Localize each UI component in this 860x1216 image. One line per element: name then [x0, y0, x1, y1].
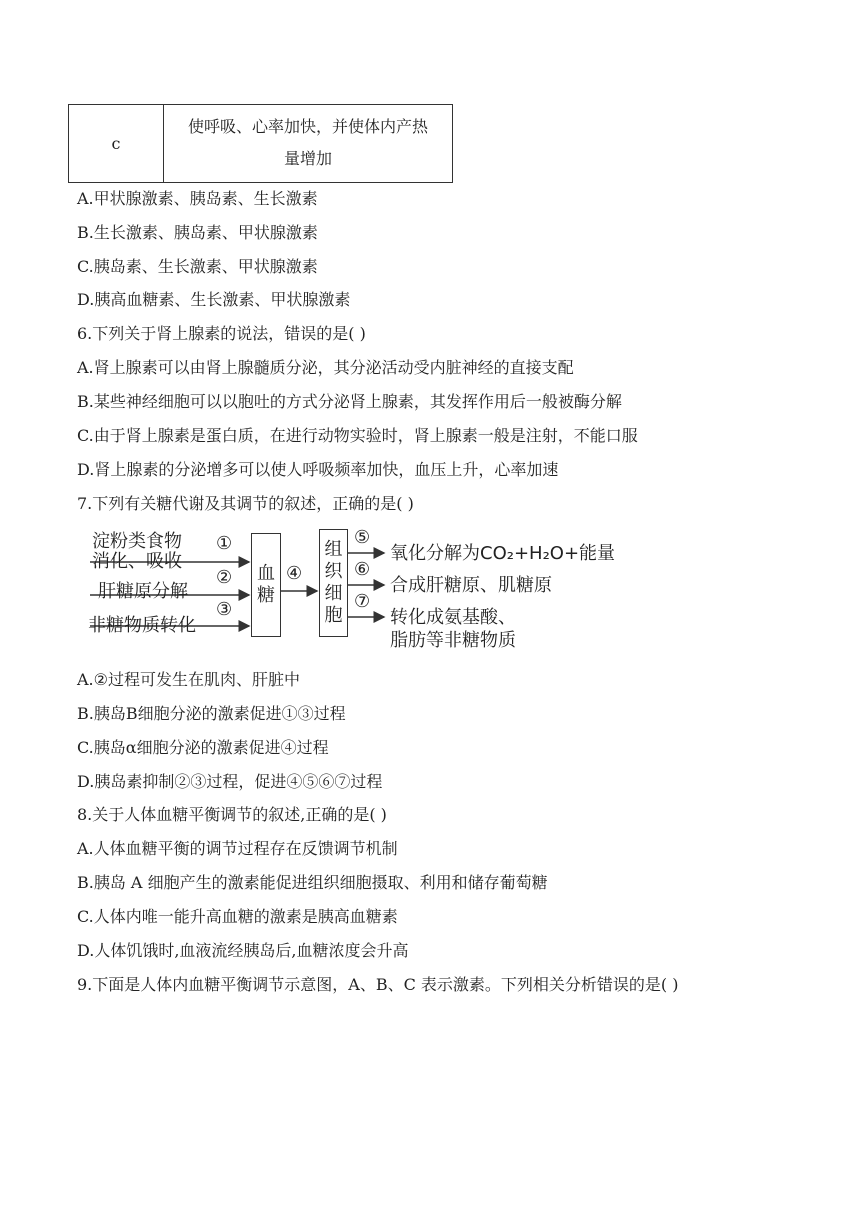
tissue-cell-char-2: 织 — [324, 561, 343, 582]
q7-option-d: D.胰岛素抑制②③过程，促进④⑤⑥⑦过程 — [77, 772, 383, 791]
table-cell-label: c — [69, 105, 164, 182]
source-1-line2: 消化、吸收 — [92, 551, 182, 572]
glucose-metabolism-diagram — [88, 525, 618, 653]
process-3-label: ③ — [216, 599, 233, 620]
table-cell-description — [164, 111, 452, 175]
process-5-label: ⑤ — [354, 527, 371, 548]
q6-option-a: A.肾上腺素可以由肾上腺髓质分泌，其分泌活动受内脏神经的直接支配 — [77, 358, 574, 377]
q6-option-d: D.肾上腺素的分泌增多可以使人呼吸频率加快，血压上升，心率加速 — [77, 460, 559, 479]
output-6: 合成肝糖原、肌糖原 — [390, 575, 552, 596]
output-7-line1: 转化成氨基酸、 — [390, 607, 516, 628]
q6-option-b: B.某些神经细胞可以以胞吐的方式分泌肾上腺素，其发挥作用后一般被酶分解 — [77, 392, 622, 411]
blood-sugar-char-2: 糖 — [257, 585, 275, 606]
table-cell-text-line2: 量增加 — [283, 149, 332, 168]
q8-option-a: A.人体血糖平衡的调节过程存在反馈调节机制 — [77, 839, 398, 858]
q8-option-d: D.人体饥饿时,血液流经胰岛后,血糖浓度会升高 — [77, 941, 409, 960]
q5-option-a: A.甲状腺激素、胰岛素、生长激素 — [77, 189, 318, 208]
q7-option-c: C.胰岛α细胞分泌的激素促进④过程 — [77, 738, 329, 757]
process-7-label: ⑦ — [354, 591, 371, 612]
q8-option-b: B.胰岛 A 细胞产生的激素能促进组织细胞摄取、利用和储存葡萄糖 — [77, 873, 548, 892]
q9-stem: 9.下面是人体内血糖平衡调节示意图，A、B、C 表示激素。下列相关分析错误的是( ) — [77, 975, 679, 994]
tissue-cell-char-3: 细 — [324, 583, 343, 604]
tissue-cell-char-1: 组 — [324, 539, 343, 560]
q5-option-c: C.胰岛素、生长激素、甲状腺激素 — [77, 257, 318, 276]
table-cell-text-line1: 使呼吸、心率加快，并使体内产热 — [187, 117, 428, 136]
q7-option-b: B.胰岛B细胞分泌的激素促进①③过程 — [77, 704, 346, 723]
hormone-table-fragment — [68, 104, 453, 183]
process-4-label: ④ — [286, 563, 303, 584]
q7-stem: 7.下列有关糖代谢及其调节的叙述，正确的是( ) — [77, 494, 414, 513]
process-2-label: ② — [216, 567, 233, 588]
source-2: 肝糖原分解 — [98, 581, 188, 602]
q7-option-a: A.②过程可发生在肌肉、肝脏中 — [77, 670, 300, 689]
output-7-line2: 脂肪等非糖物质 — [390, 630, 516, 651]
q8-stem: 8.关于人体血糖平衡调节的叙述,正确的是( ) — [77, 805, 387, 824]
source-3: 非糖物质转化 — [88, 615, 196, 636]
process-1-label: ① — [216, 533, 233, 554]
tissue-cell-box — [319, 529, 348, 637]
q5-option-b: B.生长激素、胰岛素、甲状腺激素 — [77, 223, 318, 242]
tissue-cell-char-4: 胞 — [324, 605, 343, 626]
q6-option-c: C.由于肾上腺素是蛋白质，在进行动物实验时，肾上腺素一般是注射，不能口服 — [77, 426, 638, 445]
source-1-line1: 淀粉类食物 — [92, 531, 182, 552]
q6-stem: 6.下列关于肾上腺素的说法，错误的是( ) — [77, 324, 366, 343]
blood-sugar-char-1: 血 — [257, 563, 275, 584]
process-6-label: ⑥ — [354, 559, 371, 580]
blood-sugar-box — [251, 533, 281, 637]
q8-option-c: C.人体内唯一能升高血糖的激素是胰高血糖素 — [77, 907, 398, 926]
q5-option-d: D.胰高血糖素、生长激素、甲状腺激素 — [77, 290, 351, 309]
output-5: 氧化分解为CO₂+H₂O+能量 — [390, 543, 616, 564]
